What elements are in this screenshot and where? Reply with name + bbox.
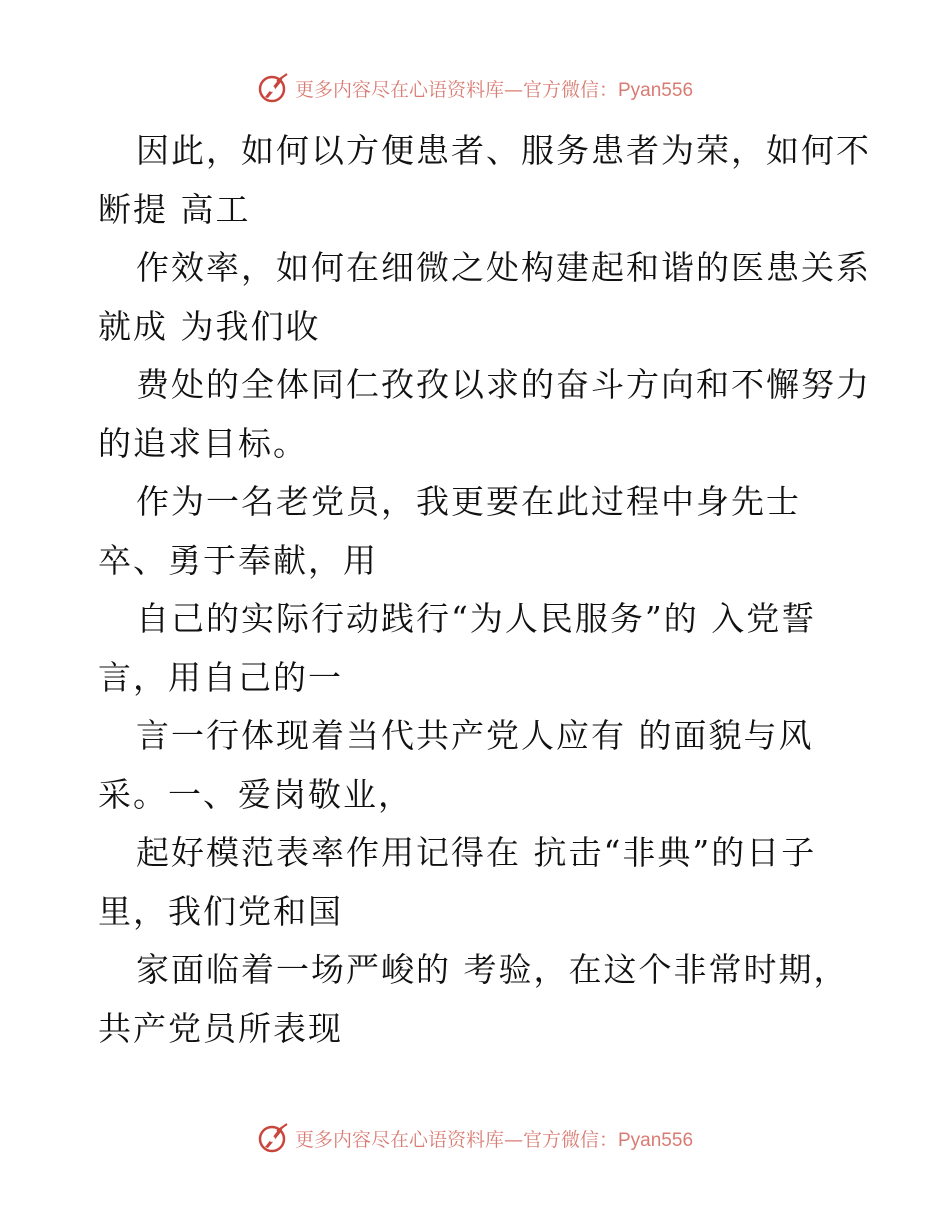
header-banner-text: 更多内容尽在心语资料库—官方微信：Pyan556 bbox=[294, 78, 694, 101]
text-line: 里，我们党和国 bbox=[98, 891, 343, 931]
footer-banner bbox=[0, 1120, 950, 1156]
text-line: 作效率，如何在细微之处构建起和谐的医患关系 bbox=[136, 248, 871, 287]
text-line: 的追求目标。 bbox=[98, 423, 308, 463]
text-line: 费处的全体同仁孜孜以求的奋斗方向和不懈努力 bbox=[136, 365, 871, 404]
text-line: 言一行体现着当代共产党人应有 的面貌与风 bbox=[136, 716, 814, 755]
document-body bbox=[98, 122, 871, 1058]
text-line: 卒、勇于奉献，用 bbox=[98, 540, 378, 580]
text-line: 就成 为我们收 bbox=[98, 306, 321, 346]
text-line: 起好模范表率作用记得在 抗击“非典”的日子 bbox=[136, 833, 817, 872]
text-line: 采。一、爱岗敬业， bbox=[98, 774, 413, 814]
text-line: 自己的实际行动践行“为人民服务”的 入党誓 bbox=[136, 599, 817, 638]
header-banner bbox=[0, 70, 950, 106]
text-line: 断提 高工 bbox=[98, 189, 251, 229]
footer-banner-text: 更多内容尽在心语资料库—官方微信：Pyan556 bbox=[294, 1128, 694, 1151]
quill-pen-circle-icon bbox=[257, 1121, 291, 1155]
text-line: 共产党员所表现 bbox=[98, 1008, 343, 1048]
quill-pen-circle-icon bbox=[257, 71, 291, 105]
text-line: 言，用自己的一 bbox=[98, 657, 343, 697]
text-line: 因此，如何以方便患者、服务患者为荣，如何不 bbox=[136, 131, 871, 170]
text-line: 家面临着一场严峻的 考验，在这个非常时期， bbox=[136, 950, 849, 989]
text-line: 作为一名老党员，我更要在此过程中身先士 bbox=[136, 482, 801, 521]
